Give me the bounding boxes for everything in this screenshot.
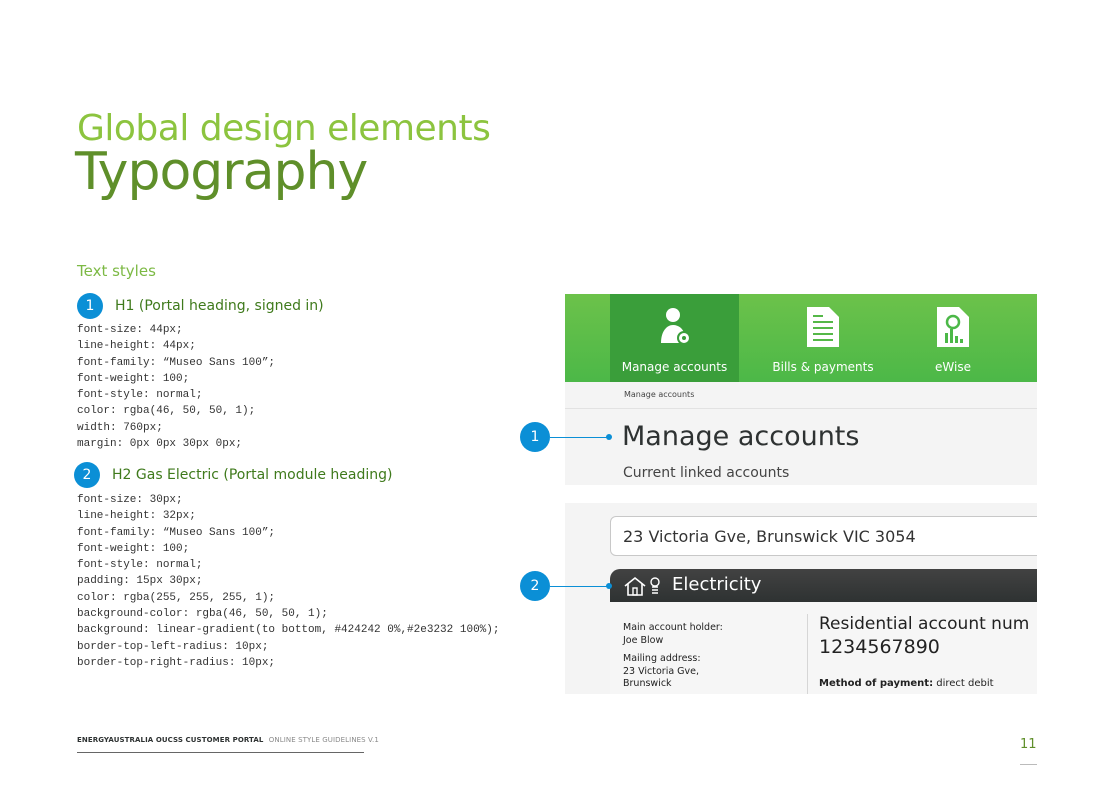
portal-subheading: Current linked accounts: [623, 465, 790, 481]
house-bulb-icon: [623, 575, 665, 597]
number-badge: 1: [77, 293, 103, 319]
callout-badge-1: 1: [520, 422, 550, 452]
callout-dot: [606, 434, 612, 440]
nav-item-label: Bills & payments: [772, 360, 874, 374]
nav-item-label: eWise: [935, 360, 971, 374]
mailing-label: Mailing address:: [623, 653, 701, 664]
breadcrumb[interactable]: Manage accounts: [624, 390, 695, 399]
mailing-line-1: 23 Victoria Gve,: [623, 666, 700, 677]
address-selector[interactable]: [610, 516, 1037, 556]
number-badge: 2: [74, 462, 100, 488]
module-heading: Electricity: [672, 574, 762, 595]
holder-name: Joe Blow: [623, 635, 664, 646]
footer-text: [77, 736, 379, 744]
spec-heading-label: H1 (Portal heading, signed in): [115, 298, 324, 314]
callout-line: [550, 437, 608, 438]
payment-value: direct debit: [933, 678, 994, 689]
footer-subtitle: ONLINE STYLE GUIDELINES V.1: [268, 736, 379, 744]
page-number: 11: [1020, 737, 1037, 752]
holder-label: Main account holder:: [623, 622, 723, 633]
account-card: [610, 602, 1037, 694]
accounts-area: [565, 294, 1037, 694]
account-number: 1234567890: [819, 636, 940, 658]
code-block-h2: font-size: 30px; line-height: 32px; font-family: “Museo Sans 100”; font-weight: 100; font-style: normal; padding: 15px 30px; color: rgba(255, 255, 255, 1); background-color: rgba(46, 50, 50, 1); background: linear-gradient(to bottom, #424242 0%,#2e3232 100%); border-top-left-radius: 10px; border-top-right-radius: 10px;: [77, 494, 500, 669]
card-divider: [807, 614, 808, 694]
code-block-h1: font-size: 44px; line-height: 44px; font-family: “Museo Sans 100”; font-weight: 100; font-style: normal; color: rgba(46, 50, 50, 1); width: 760px; margin: 0px 0px 30px 0px;: [77, 324, 276, 451]
footer-rule: [77, 752, 364, 753]
callout-dot: [606, 583, 612, 589]
footer-title: ENERGYAUSTRALIA OUCSS CUSTOMER PORTAL: [77, 736, 264, 744]
payment-method: [819, 678, 994, 689]
callout-badge-2: 2: [520, 571, 550, 601]
spec-heading-label: H2 Gas Electric (Portal module heading): [112, 467, 393, 483]
page-supertitle: Global design elements: [77, 108, 491, 149]
page-title: Typography: [75, 142, 368, 202]
section-title: Text styles: [77, 262, 156, 280]
module-heading-bar: [610, 569, 1037, 602]
mailing-line-2: Brunswick: [623, 678, 672, 689]
residential-account-title: Residential account num: [819, 614, 1030, 634]
payment-label: Method of payment:: [819, 678, 934, 689]
portal-heading: Manage accounts: [622, 421, 860, 452]
spec-heading-h2: [74, 462, 393, 488]
callout-line: [550, 586, 608, 587]
nav-item-label: Manage accounts: [621, 360, 728, 374]
address-text: 23 Victoria Gve, Brunswick VIC 3054: [623, 527, 916, 546]
page-number-rule: [1020, 764, 1037, 765]
spec-heading-h1: [77, 293, 324, 319]
